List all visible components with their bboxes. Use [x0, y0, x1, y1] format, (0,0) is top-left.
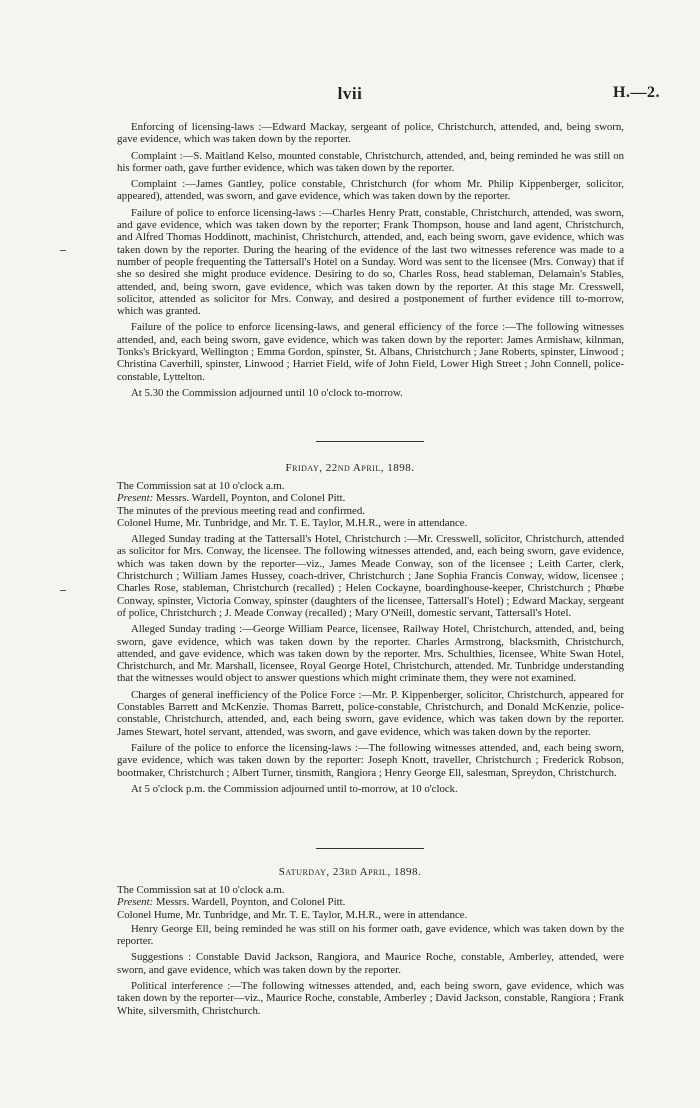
paragraph: At 5 o'clock p.m. the Commission adjourned until to-morrow, at 10 o'clock.	[131, 782, 458, 795]
paragraph: Enforcing of licensing-laws :—Edward Mackay, sergeant of police, Christchurch, attended, and, being sworn, gave evidence, which was taken down by the reporter.	[117, 121, 624, 146]
opening-line: The minutes of the previous meeting read and confirmed.	[117, 504, 365, 517]
section-divider	[316, 848, 424, 849]
paragraph: Political interference :—The following witnesses attended, and, each being sworn, gave evidence, which was taken down by the reporter—viz., Maurice Roche, constable, Amberley ; David Jackson, constable, Rangiora ; Frank White, silversmith, Christchurch.	[117, 980, 624, 1017]
date-heading: Saturday, 23rd April, 1898.	[278, 866, 422, 878]
opening-line: Colonel Hume, Mr. Tunbridge, and Mr. T. E. Taylor, M.H.R., were in attendance.	[117, 908, 468, 921]
present-line	[117, 896, 624, 908]
paragraph: Alleged Sunday trading :—George William Pearce, licensee, Railway Hotel, Christchurch, attended, and, being sworn, gave evidence, which was taken down by the reporter. Charles Armstrong, blacksmith, Christchurch, attended, and gave evidence, which was taken down by the reporter. Mrs. Schulthies, licensee, White Swan Hotel, Christchurch, and Mr. Marshall, licensee, Royal George Hotel, Christchurch, attended. Mr. Tunbridge understanding that the witnesses would object to answer questions which might criminate them, they were not examined.	[117, 623, 624, 685]
present-label: Present:	[117, 896, 154, 909]
present-members: Messrs. Wardell, Poynton, and Colonel Pitt.	[155, 896, 346, 909]
section-minutes-23-april	[117, 884, 624, 1021]
section-divider	[316, 441, 424, 442]
page-number: lvii	[337, 84, 363, 103]
opening-line: Colonel Hume, Mr. Tunbridge, and Mr. T. E. Taylor, M.H.R., were in attendance.	[117, 516, 468, 529]
paragraph: Charges of general inefficiency of the Police Force :—Mr. P. Kippenberger, solicitor, Christchurch, appeared for Constables Barrett and McKenzie. Thomas Barrett, police-constable, Christchurch, and Donald McKenzie, police-constable, Christchurch, attended, and, each being sworn, gave evidence, which was taken down by the reporter. James Stewart, hotel servant, attended, was sworn, and gave evidence, which was taken down by the reporter.	[117, 688, 624, 738]
paragraph: At 5.30 the Commission adjourned until 10 o'clock to-morrow.	[131, 386, 403, 399]
document-reference: H.—2.	[613, 84, 660, 101]
section-minutes-21-april	[117, 121, 624, 403]
paragraph: Failure of the police to enforce the licensing-laws :—The following witnesses attended, and, each being sworn, gave evidence, which was taken down by the reporter: Joseph Knott, traveller, Christchurch ; Frederick Robson, bootmaker, Christchurch ; Albert Turner, tinsmith, Rangiora ; Henry George Ell, salesman, Spreydon, Christchurch.	[117, 741, 624, 779]
present-members: Messrs. Wardell, Poynton, and Colonel Pitt.	[155, 492, 346, 505]
date-heading: Friday, 22nd April, 1898.	[285, 462, 415, 474]
opening-line: The Commission sat at 10 o'clock a.m.	[117, 884, 285, 896]
opening-line: The Commission sat at 10 o'clock a.m.	[117, 480, 285, 492]
present-line	[117, 492, 624, 504]
paragraph: Suggestions : Constable David Jackson, Rangiora, and Maurice Roche, constable, Amberley, attended, were sworn, and gave evidence, which was taken down by the reporter.	[117, 951, 624, 976]
section-minutes-22-april	[117, 480, 624, 799]
paragraph: Alleged Sunday trading at the Tattersall's Hotel, Christchurch :—Mr. Cresswell, solicitor, Christchurch, attended as solicitor for Mrs. Conway, the licensee. The following witnesses attended, and, each being sworn, gave evidence, which was taken down by the reporter—viz., James Meade Conway, son of the licensee ; Leith Carter, clerk, Christchurch ; William James Hussey, coach-driver, Christchurch ; Jane Sophia Francis Conway, widow, licensee ; Charles Rose, stableman, Christchurch (recalled) ; Helen Cockayne, boardinghouse-keeper, Christchurch ; Phœbe Conway, spinster, Victoria Conway, spinster (daughters of the licensee, Tattersall's Hotel) ; Edward Mackay, sergeant of police, Christchurch ; J. Meade Conway (recalled) ; Mary O'Neill, domestic servant, Tattersall's Hotel.	[117, 533, 624, 619]
present-label: Present:	[117, 492, 154, 505]
paragraph: Henry George Ell, being reminded he was still on his former oath, gave evidence, which was taken down by the reporter.	[117, 922, 624, 948]
margin-mark	[60, 250, 66, 251]
paragraph: Failure of police to enforce licensing-laws :—Charles Henry Pratt, constable, Christchurch, attended, was sworn, and gave evidence, which was taken down by the reporter; Frank Thompson, house and land agent, Christchurch, and Alfred Thomas Hoddinott, machinist, Christchurch, attended, and, each being sworn, gave evidence, which was taken down by the reporter. During the hearing of the evidence of the last two witnesses reference was made to a number of people frequenting the Tattersall's Hotel on a Sunday. Word was sent to the licensee (Mrs. Conway) that if she so desired she might produce evidence. Desiring to do so, Charles Ross, head stableman, Delamain's Stables, attended, and, being sworn, gave evidence, which was taken down by the reporter. At this stage Mr. Cresswell, solicitor, attended as solicitor for Mrs. Conway, and desired a postponement of further evidence till to-morrow, which was granted.	[117, 206, 624, 318]
paragraph: Complaint :—James Gantley, police constable, Christchurch (for whom Mr. Philip Kippenberger, solicitor, appeared), attended, was sworn, and gave evidence, which was taken down by the reporter.	[117, 178, 624, 203]
paragraph: Complaint :—S. Maitland Kelso, mounted constable, Christchurch, attended, and, being reminded he was still on his former oath, gave further evidence, which was taken down by the reporter.	[117, 149, 624, 174]
margin-mark	[60, 590, 66, 591]
paragraph: Failure of the police to enforce licensing-laws, and general efficiency of the force :—The following witnesses attended, and, each being sworn, gave evidence, which was taken down by the reporter: James Armishaw, kilnman, Tonks's Brickyard, Wellington ; Emma Gordon, spinster, St. Albans, Christchurch ; Jane Roberts, spinster, Linwood ; Christina Caverhill, spinster, Linwood ; Harriet Field, wife of John Field, Lower High Street ; John Connell, police-constable, Lyttelton.	[117, 321, 624, 383]
